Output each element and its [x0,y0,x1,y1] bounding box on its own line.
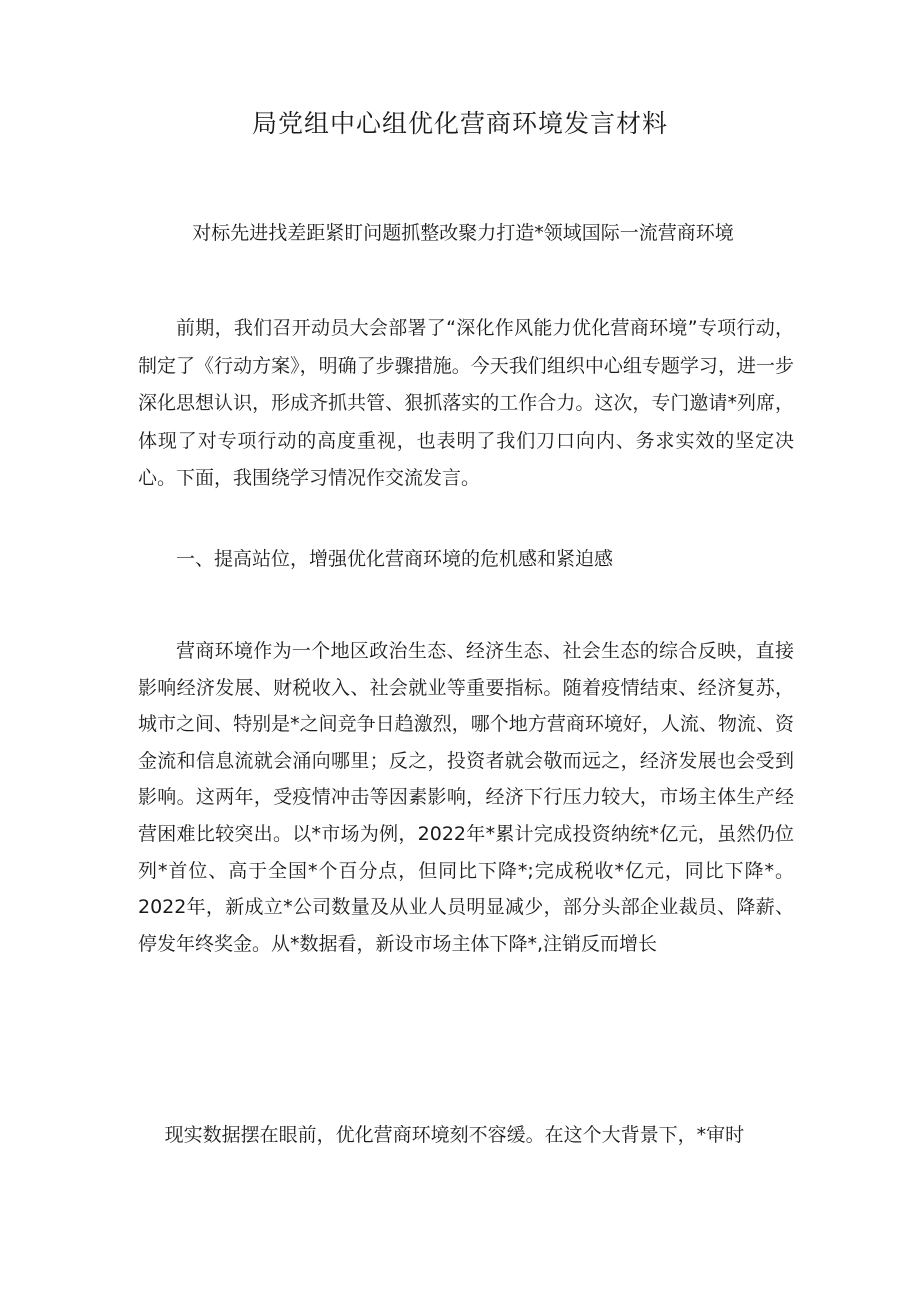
document-subtitle: 对标先进找差距紧盯问题抓整改聚力打造*领域国际一流营商环境 [192,222,734,244]
body-paragraph-continued: 现实数据摆在眼前，优化营商环境刻不容缓。在这个大背景下，*审时 [164,1124,745,1146]
document-title: 局党组中心组优化营商环境发言材料 [251,109,668,138]
intro-paragraph: 前期，我们召开动员大会部署了“深化作风能力优化营商环境”专项行动，制定了《行动方案》，明确了步骤措施。今天我们组织中心组专题学习，进一步深化思想认识，形成齐抓共管、狠抓落实的工作合力。这次，专门邀请*列席，体现了对专项行动的高度重视，也表明了我们刀口向内、务求实效的坚定决心。下面，我围绕学习情况作交流发言。 [138,317,794,489]
section-heading-1: 一、提高站位，增强优化营商环境的危机感和紧迫感 [176,548,614,570]
body-paragraph: 营商环境作为一个地区政治生态、经济生态、社会生态的综合反映，直接影响经济发展、财税收入、社会就业等重要指标。随着疫情结束、经济复苏，城市之间、特别是*之间竞争日趋激烈，哪个地方营商环境好，人流、物流、资金流和信息流就会涌向哪里；反之，投资者就会敬而远之，经济发展也会受到影响。这两年，受疫情冲击等因素影响，经济下行压力较大，市场主体生产经营困难比较突出。以*市场为例，2022年*累计完成投资纳统*亿元，虽然仍位列*首位、高于全国*个百分点，但同比下降*;完成税收*亿元，同比下降*。2022年，新成立*公司数量及从业人员明显减少，部分头部企业裁员、降薪、停发年终奖金。从*数据看，新设市场主体下降*,注销反而增长 [138,640,794,955]
